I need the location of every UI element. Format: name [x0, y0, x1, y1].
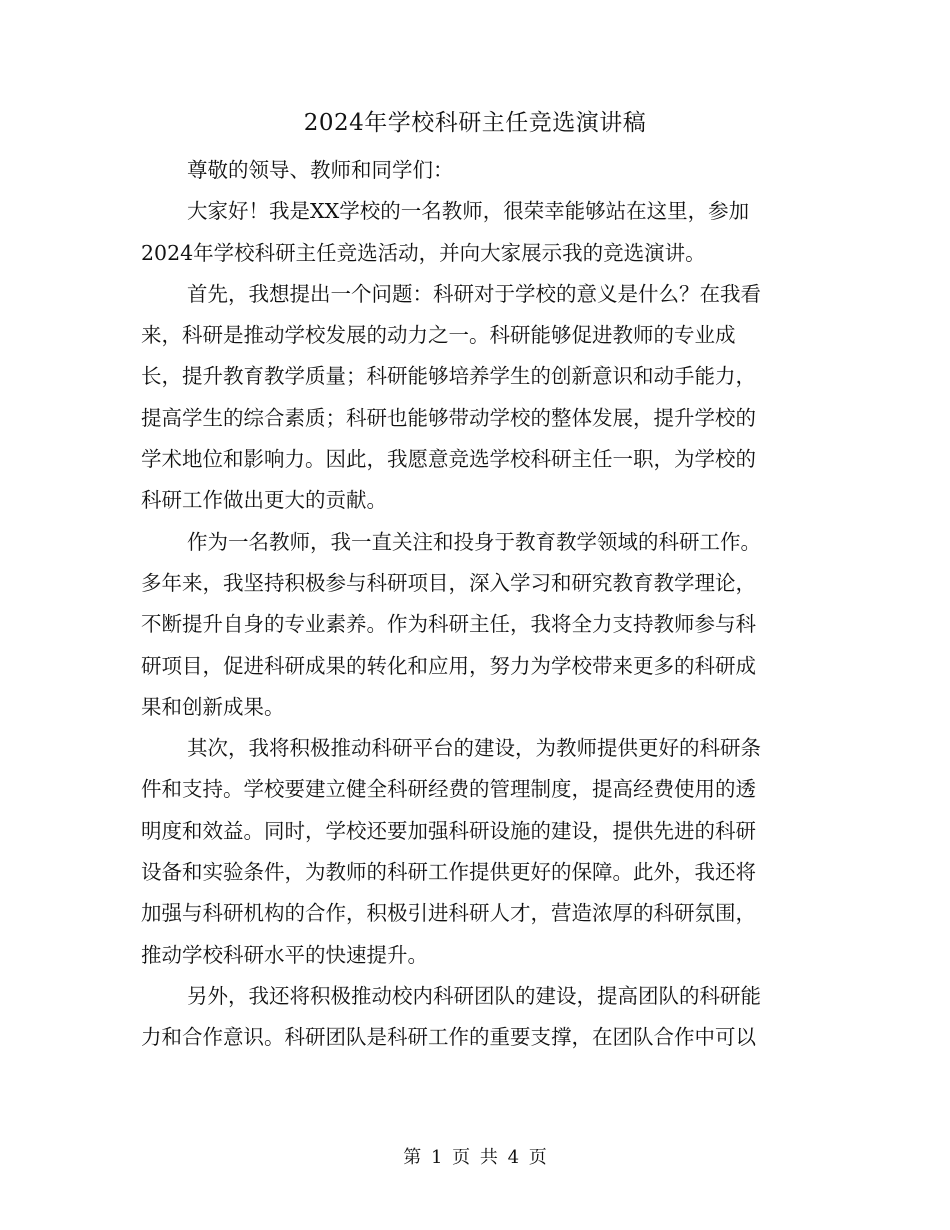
page-number-footer: 第 1 页 共 4 页: [403, 1147, 547, 1168]
text-line: 明度和效益。同时，学校还要加强科研设施的建设，提供先进的科研: [141, 818, 756, 843]
text-line: 件和支持。学校要建立健全科研经费的管理制度，提高经费使用的透: [141, 777, 756, 802]
text-line: 设备和实验条件，为教师的科研工作提供更好的保障。此外，我还将: [141, 860, 756, 885]
text-line: 果和创新成果。: [141, 694, 285, 719]
paragraph-salutation: [141, 150, 809, 191]
text-line: 首先，我想提出一个问题：科研对于学校的意义是什么？在我看: [187, 281, 761, 306]
text-line: 学术地位和影响力。因此，我愿意竞选学校科研主任一职，为学校的: [141, 447, 756, 472]
text-line: 科研工作做出更大的贡献。: [141, 488, 387, 513]
paragraph-research-meaning: [141, 274, 809, 522]
text-line: 尊敬的领导、教师和同学们：: [187, 158, 454, 182]
text-line: 提高学生的综合素质；科研也能够带动学校的整体发展，提升学校的: [141, 405, 756, 430]
text-line: 2024年学校科研主任竞选活动，并向大家展示我的竞选演讲。: [141, 240, 706, 265]
paragraph-research-platform: [141, 728, 809, 976]
text-line: 推动学校科研水平的快速提升。: [141, 942, 428, 967]
text-line: 力和合作意识。科研团队是科研工作的重要支撑，在团队合作中可以: [141, 1025, 756, 1050]
paragraph-research-team: [141, 976, 809, 1059]
text-line: 加强与科研机构的合作，积极引进科研人才，营造浓厚的科研氛围，: [141, 901, 756, 926]
text-line: 研项目，促进科研成果的转化和应用，努力为学校带来更多的科研成: [141, 653, 756, 678]
paragraph-greeting: [141, 191, 809, 274]
paragraph-teacher-experience: [141, 522, 809, 728]
document-body: [141, 150, 809, 1059]
text-line: 不断提升自身的专业素养。作为科研主任，我将全力支持教师参与科: [141, 612, 756, 637]
document-title: 2024年学校科研主任竞选演讲稿: [303, 110, 647, 136]
text-line: 多年来，我坚持积极参与科研项目，深入学习和研究教育教学理论，: [141, 570, 756, 595]
text-line: 来，科研是推动学校发展的动力之一。科研能够促进教师的专业成: [141, 323, 736, 348]
text-line: 作为一名教师，我一直关注和投身于教育教学领域的科研工作。: [187, 529, 761, 554]
text-line: 另外，我还将积极推动校内科研团队的建设，提高团队的科研能: [187, 983, 761, 1008]
text-line: 长，提升教育教学质量；科研能够培养学生的创新意识和动手能力，: [141, 364, 756, 389]
text-line: 大家好！我是XX学校的一名教师，很荣幸能够站在这里，参加: [187, 199, 750, 224]
text-line: 其次，我将积极推动科研平台的建设，为教师提供更好的科研条: [187, 736, 761, 761]
